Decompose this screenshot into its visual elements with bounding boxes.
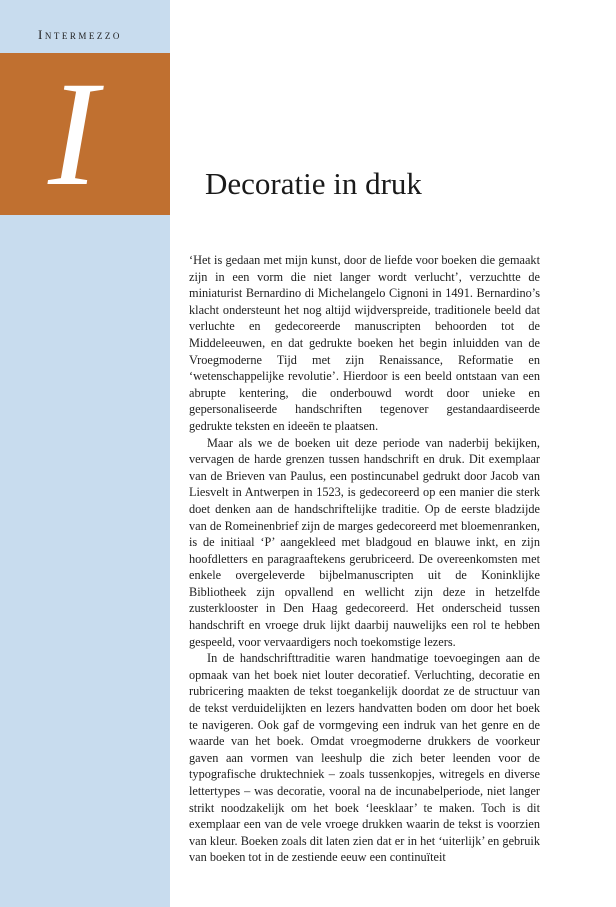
- chapter-numeral-block: [0, 53, 170, 215]
- section-label: Intermezzo: [38, 27, 122, 42]
- paragraph-2: Maar als we de boeken uit deze periode van naderbij bekijken, vervagen de harde grenzen tussen handschrift en druk. Dit exemplaar van de Brieven van Paulus, een postincunabel gedrukt door Jacob van Liesvelt in Antwerpen in 1523, is gedecoreerd op een manier die sterk doet denken aan de handschriftelijke traditie. Op de eerste bladzijde van de Romeinenbrief zijn de marges gedecoreerd met bloemenranken, is de initiaal ‘P’ aangekleed met bladgoud en blauwe inkt, en zijn hoofdletters en paragraaftekens gerubriceerd. De overeenkomsten met enkele overgeleverde bijbelmanuscripten uit de Koninklijke Bibliotheek zijn opvallend en wellicht zijn deze in hetzelfde zusterklooster in Den Haag gedecoreerd. Het onderscheid tussen handschrift en vroege druk lijkt daarbij nauwelijks een rol te hebben gespeeld, voor vervaardigers noch toekomstige lezers.: [189, 435, 540, 649]
- paragraph-1: ‘Het is gedaan met mijn kunst, door de liefde voor boeken die gemaakt zijn in een vorm die niet langer wordt verlucht’, verzuchtte de miniaturist Bernardino di Michelangelo Cignoni in 1491. Bernardino’s klacht ondersteunt het nog altijd wijdverspreide, traditionele beeld dat verluchte en gedecoreerde manuscripten behoorden tot de Middeleeuwen, en dat gedrukte boeken het begin inluidden van de Vroegmoderne Tijd met zijn Renaissance, Reformatie en ‘wetenschappelijke revolutie’. Hierdoor is een beeld ontstaan van een abrupte kentering, die onderbouwd wordt door unieke en gepersonaliseerde handschriften tegenover gestandaardiseerde gedrukte teksten en ideeën te plaatsen.: [189, 253, 540, 433]
- body-text: [189, 252, 540, 866]
- chapter-numeral: I: [48, 51, 98, 217]
- paragraph-3: In de handschrifttraditie waren handmatige toevoegingen aan de opmaak van het boek niet louter decoratief. Verluchting, decoratie en rubricering maakten de tekst toegankelijk doordat ze de structuur van de tekst verduidelijkten en lezers handvatten boden om door het boek te navigeren. Ook gaf de vormgeving een indruk van het genre en de waarde van het boek. Omdat vroegmoderne drukkers de voorkeur gaven aan vormen van leeshulp die zich beter leenden voor de typografische druktechniek – zoals tussenkopjes, witregels en diverse lettertypes – was decoratie, vooral na de incunabelperiode, niet langer strikt noodzakelijk om het boek ‘leesklaar’ te maken. Toch is dit exemplaar een van de vele vroege drukken waarin de tekst is voorzien van kleur. Boeken zoals dit laten zien dat er in het ‘uiterlijk’ en gebruik van boeken tot in de zestiende eeuw een continuïteit: [189, 651, 540, 865]
- chapter-title: Decoratie in druk: [205, 166, 422, 201]
